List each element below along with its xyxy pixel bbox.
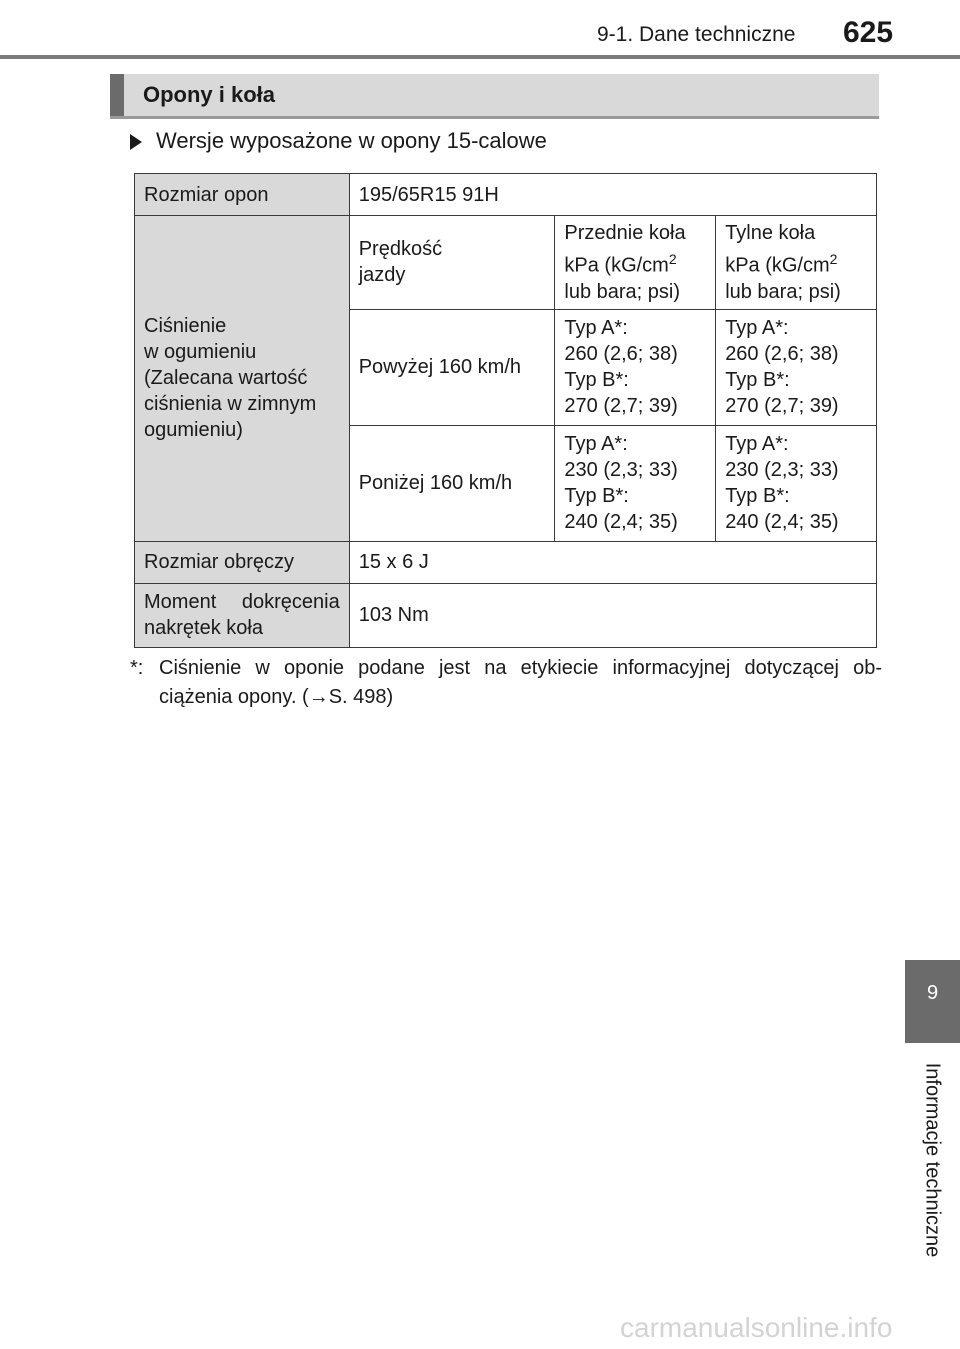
pressure-label: [135, 216, 350, 542]
pressure-line: Typ B*:: [725, 485, 790, 508]
pressure-line: Typ A*:: [564, 433, 628, 456]
pressure-line: 270 (2,7; 39): [564, 395, 678, 418]
chapter-tab: [905, 960, 960, 1043]
chapter-title: 9-1. Dane techniczne: [597, 23, 796, 46]
footnote-text: Ciśnienie w oponie podane jest na etykiecie informacyjnej dotyczącej ob-: [159, 657, 882, 679]
pressure-line: Typ A*:: [725, 433, 789, 456]
footnote: [130, 654, 882, 712]
speed-header: [349, 216, 555, 310]
rear-wheels-header: [716, 216, 877, 310]
footnote-continuation: ciążenia opony. (→S. 498): [159, 686, 394, 708]
section-header: [110, 74, 879, 119]
pressure-line: 260 (2,6; 38): [564, 343, 678, 366]
chapter-tab-number: 9: [926, 982, 939, 1004]
pressure-line: Typ A*:: [564, 317, 628, 340]
section-title: Opony i koła: [143, 82, 276, 107]
front-header-line2: [564, 246, 706, 279]
pressure-line: Typ B*:: [725, 369, 790, 392]
tire-size-value: 195/65R15 91H: [349, 174, 876, 216]
speed-header-line: Prędkość: [358, 238, 443, 261]
footnote-line: [130, 654, 882, 683]
front-wheels-header: [555, 216, 716, 310]
rim-size-label: Rozmiar obręczy: [135, 541, 350, 583]
front-header-superscript: 2: [668, 251, 677, 267]
pressure-label-line: ogumieniu): [144, 419, 243, 442]
pressure-label-line: ciśnienia w zimnym: [144, 393, 317, 416]
pressure-line: 270 (2,7; 39): [725, 395, 839, 418]
rear-header-unit: kPa (kG/cm: [725, 254, 830, 277]
pressure-line: 230 (2,3; 33): [725, 459, 839, 482]
torque-value: 103 Nm: [349, 583, 876, 647]
pressure-line: 240 (2,4; 35): [725, 511, 839, 534]
rear-header-superscript: 2: [829, 251, 838, 267]
pressure-label-line: (Zalecana wartość: [144, 367, 308, 390]
table-row: [135, 541, 877, 583]
speed-cell: Powyżej 160 km/h: [349, 309, 555, 425]
pressure-line: 260 (2,6; 38): [725, 343, 839, 366]
torque-label: [135, 583, 350, 647]
tire-spec-table: [134, 173, 877, 648]
page-number: 625: [843, 16, 894, 49]
front-header-line1: Przednie koła: [564, 222, 686, 244]
section-accent: [110, 74, 124, 116]
rear-header-line3: lub bara; psi): [725, 280, 841, 303]
front-pressure-cell: [555, 425, 716, 541]
pressure-label-line: Ciśnienie: [144, 315, 227, 338]
rear-pressure-cell: [716, 309, 877, 425]
table-row: [135, 174, 877, 216]
pressure-line: Typ B*:: [564, 485, 629, 508]
subheading-text: Wersje wyposażone w opony 15-calowe: [156, 128, 547, 153]
watermark: carmanualsonline.info: [620, 1312, 893, 1343]
subheading: [130, 128, 547, 154]
front-pressure-cell: [555, 309, 716, 425]
front-header-line3: lub bara; psi): [564, 280, 681, 303]
torque-label-line: nakrętek koła: [144, 617, 263, 640]
rear-header-line1: Tylne koła: [725, 222, 816, 244]
footnote-marker: *:: [130, 657, 144, 679]
pressure-label-line: w ogumieniu: [144, 341, 257, 364]
table-row: [135, 216, 877, 310]
rim-size-value: 15 x 6 J: [349, 541, 876, 583]
rear-header-line2: [725, 246, 867, 279]
chapter-tab-label: Informacje techniczne: [921, 1062, 944, 1258]
pressure-line: 240 (2,4; 35): [564, 511, 678, 534]
tire-size-label: Rozmiar opon: [135, 174, 350, 216]
pressure-line: Typ A*:: [725, 317, 789, 340]
speed-header-line: jazdy: [358, 264, 406, 287]
pressure-line: 230 (2,3; 33): [564, 459, 678, 482]
speed-cell: Poniżej 160 km/h: [349, 425, 555, 541]
front-header-unit: kPa (kG/cm: [564, 254, 669, 277]
triangle-bullet-icon: [130, 134, 142, 150]
rear-pressure-cell: [716, 425, 877, 541]
pressure-line: Typ B*:: [564, 369, 629, 392]
header-rule: [0, 55, 960, 59]
table-row: [135, 583, 877, 647]
torque-label-line: Moment dokręcenia: [144, 591, 340, 614]
